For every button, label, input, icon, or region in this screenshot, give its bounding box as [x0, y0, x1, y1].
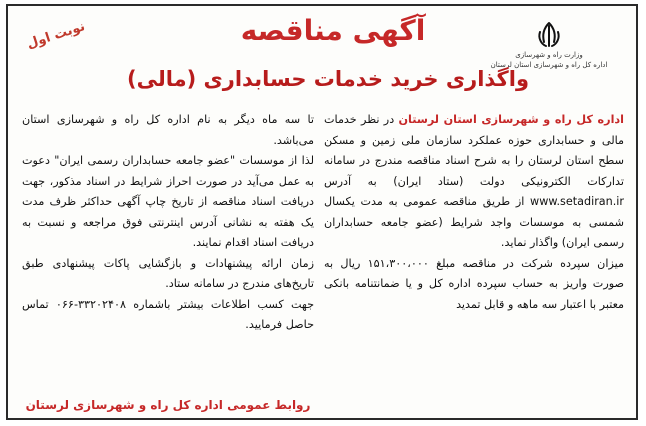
ministry-logo [484, 20, 614, 70]
logo-office-name: اداره کل راه و شهرسازی استان لرستان [490, 61, 608, 69]
notice-frame [6, 4, 638, 420]
logo-ministry-name: وزارت راه و شهرسازی [515, 51, 583, 59]
public-relations-signature: روابط عمومی اداره کل راه و شهرسازی لرستان [25, 398, 311, 412]
body-left-column [22, 110, 314, 336]
notice-round-badge: نوبت اول [25, 19, 87, 52]
page-subtitle: واگذاری خرید خدمات حسابداری (مالی) [127, 67, 529, 91]
iran-emblem-icon [534, 20, 564, 50]
body-right-column [324, 110, 624, 315]
right-paragraph-1 [324, 110, 624, 254]
issuer-name: اداره کل راه و شهرسازی استان لرستان [398, 113, 625, 126]
right-paragraph-2: میزان سپرده شرکت در مناقصه مبلغ ۱۵۱،۳۰۰،۰۰۰ ریال به صورت واریز به حساب سپرده اداره کل و یا ضمانتنامه بانکی معتبر با اعتبار سه ماهه و قابل تمدید [324, 256, 625, 311]
right-paragraph-1-text: در نظر خدمات مالی و حسابداری حوزه عملکرد سازمان ملی زمین و مسکن سطح استان لرستان را به شرح اسناد مناقصه مندرج در سامانه تدارکات الکترونیکی دولت (ستاد ایران) به آدرس www.setadiran.ir از طریق مناقصه عمومی به مدت یکسال شمسی به موسسات واجد شرایط (عضو جامعه حسابداران رسمی ایران) واگذار نماید. [324, 113, 624, 249]
left-paragraph-3: زمان ارائه پیشنهادات و بازگشایی پاکات پیشنهادی طبق تاریخ‌های مندرج در سامانه ستاد. [22, 256, 314, 290]
left-paragraph-1: تا سه ماه دیگر به نام اداره کل راه و شهرسازی استان می‌باشد. [22, 113, 314, 147]
left-paragraph-2: لذا از موسسات "عضو جامعه حسابداران رسمی ایران" دعوت به عمل می‌آید در صورت احراز شرایط در اسناد مذکور، جهت دریافت اسناد مناقصه از تاریخ چاپ آگهی حداکثر ظرف مدت یک هفته به نشانی آدرس اینترنتی فوق مراجعه و نسبت به دریافت اسناد اقدام نمایند. [22, 154, 314, 249]
left-paragraph-4: جهت کسب اطلاعات بیشتر باشماره ۳۳۲۰۲۴۰۸-۰۶۶ تماس حاصل فرمایید. [22, 297, 315, 331]
page-title: آگهی مناقصه [240, 14, 426, 47]
